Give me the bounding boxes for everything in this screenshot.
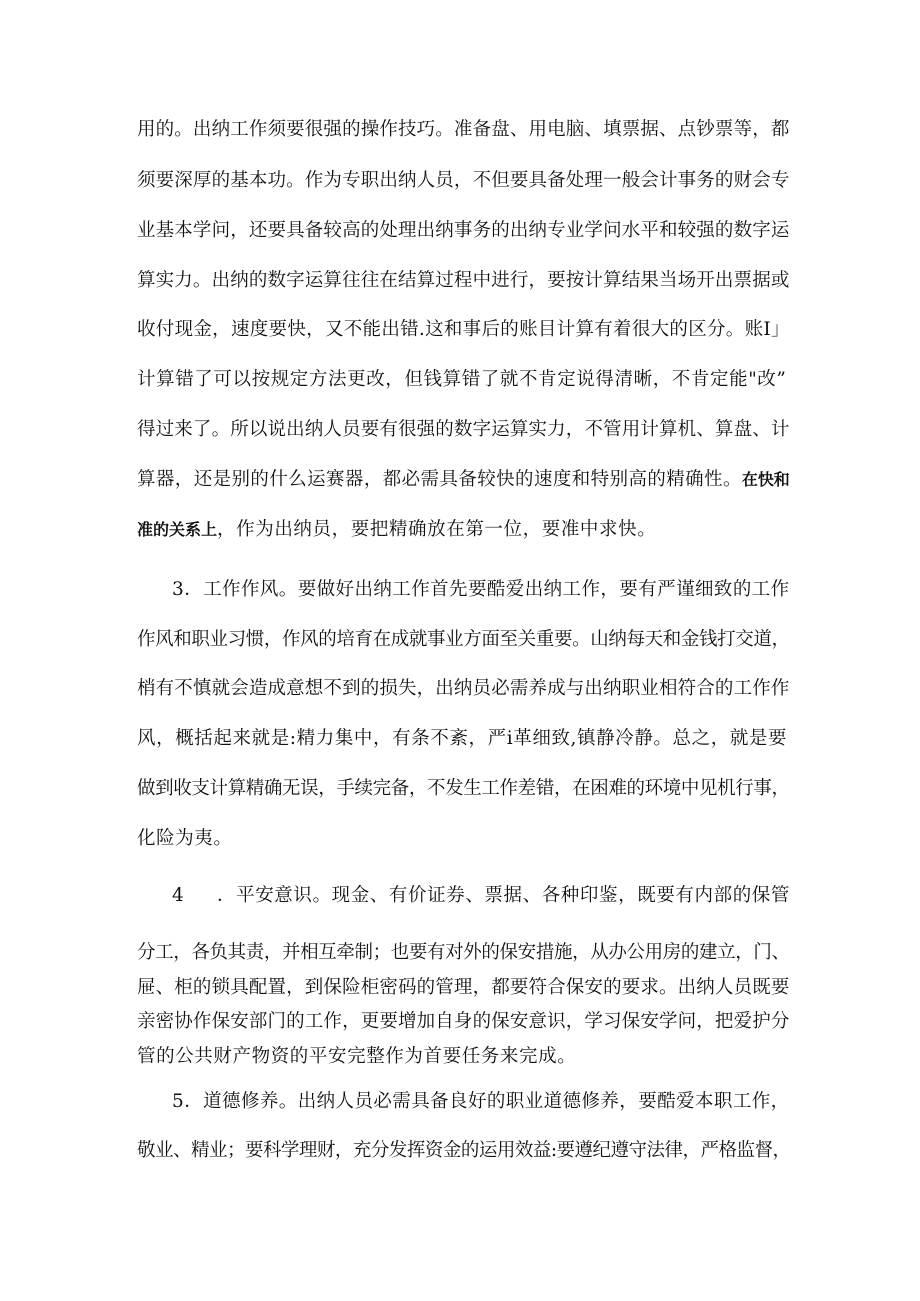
p3-line-3: 梢有不慎就会造成意想不到的损失，出纳员必需养成与出纳职业相符合的工作作 <box>137 678 790 699</box>
p1-line-8-text: 算器，还是别的什么运赛器，都必需具备较快的速度和特别高的精确性。 <box>137 469 742 490</box>
p4-line-5: 管的公共财产物资的平安完整作为首要任务来完成。 <box>137 1046 577 1067</box>
p1-line-3: 业基本学问，还要具备较高的处理出纳事务的出纳专业学问水平和较强的数字运 <box>137 220 790 241</box>
p4-line-4: 亲密协作保安部门的工作，更要增加自身的保安意识，学习保安学问，把爱护分 <box>137 1011 790 1032</box>
p3-line-1: 3．工作作风。要做好出纳工作首先要酷爱出纳工作，要有严谨细致的工作 <box>172 579 790 600</box>
p1-line-9 <box>137 518 656 542</box>
p5-line-1: 5．道德修养。出纳人员必需具备良好的职业道德修养，要酷爱本职工作， <box>172 1091 790 1112</box>
p1-line-7: 得过来了。所以说出纳人员要有很强的数字运算实力，不管用计算机、算盘、计 <box>137 419 790 440</box>
p4-line-3: 屉、柜的锁具配置，到保险柜密码的管理，都要符合保安的要求。出纳人员既要 <box>137 977 790 998</box>
p1-line-2: 须要深厚的基本功。作为专职出纳人员，不但要具备处理一般会计事务的财会专 <box>137 170 790 191</box>
p1-line-4: 算实力。出纳的数字运算往往在结算过程中进行，要按计算结果当场开出票据或 <box>137 270 790 291</box>
p1-line-5: 收付现金，速度要快，又不能出错.这和事后的账目计算有着很大的区分。账I」 <box>137 319 790 340</box>
p5-line-2: 敬业、精业；要科学理财，充分发挥资金的运用效益:要遵纪遵守法律，严格监督， <box>137 1140 791 1161</box>
p4-number: 4 <box>172 885 185 906</box>
p1-line-8-tail: 在快和 <box>741 470 790 489</box>
p3-line-5: 做到收支计算精确无误，手续完备，不发生工作差错，在困难的环境中见机行事， <box>137 778 790 799</box>
p3-line-2: 作风和职业习惯，作风的培育在成就事业方面至关重要。山纳每天和金钱打交道， <box>137 629 790 650</box>
p4-line-2: 分工，各负其责，并相互牵制；也要有对外的保安措施，从办公用房的建立，门、 <box>137 942 790 963</box>
p4-first-line: ．平安意识。现金、有价证券、票据、各种印鉴，既要有内部的保管 <box>217 885 791 906</box>
p1-line-6: 计算错了可以按规定方法更改，但钱算错了就不肯定说得清晰，不肯定能"改” <box>137 369 787 390</box>
p1-line-1: 用的。出纳工作须要很强的操作技巧。准备盘、用电脑、填票据、点钞票等，都 <box>137 119 790 140</box>
p3-line-4: 风，概括起来就是:精力集中，有条不紊，严i革细致,镇静冷静。总之，就是要 <box>137 728 788 749</box>
p1-line-9-rest: ，作为出纳员，要把精确放在第一位，要准中求快。 <box>217 519 657 540</box>
p3-line-6: 化险为夷。 <box>137 828 233 849</box>
p1-line-8 <box>137 468 790 492</box>
p1-line-9-head: 准的关系上 <box>137 520 218 539</box>
